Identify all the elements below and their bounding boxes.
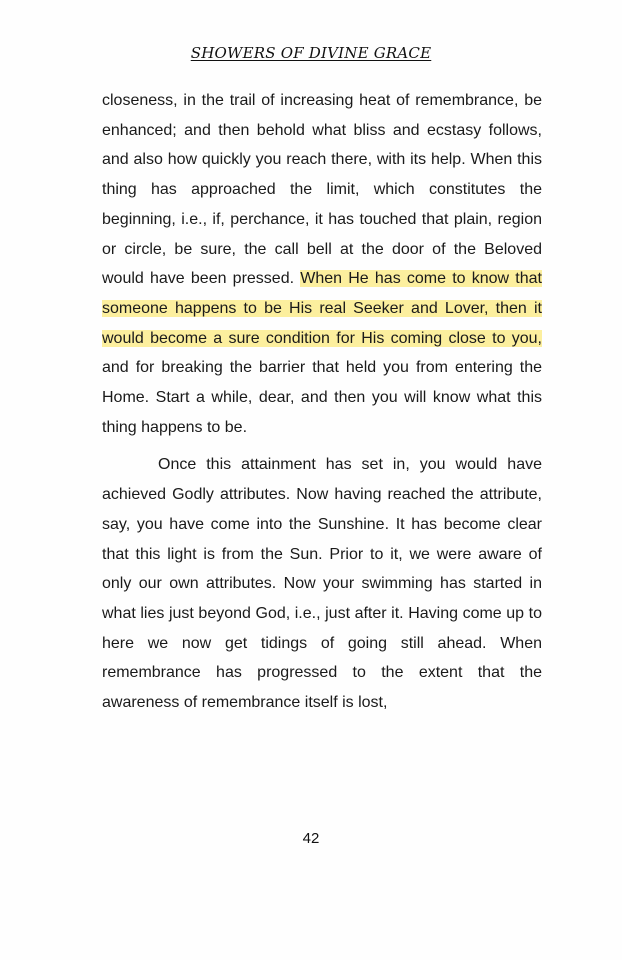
- body-text: [102, 86, 542, 718]
- highlighted-passage: When He has come to know that someone happens to be His real Seeker and Lover, then it would become a sure condition for His coming close to you,: [102, 270, 542, 347]
- paragraph-2: Once this attainment has set in, you would have achieved Godly attributes. Now having reached the attribute, say, you have come into the Sunshine. It has become clear that this light is from the Sun. Prior to it, we were aware of only our own attributes. Now your swimming has started in what lies just beyond God, i.e., just after it. Having come up to here we now get tidings of going still ahead. When remembrance has progressed to the extent that the awareness of remembrance itself is lost,: [102, 456, 542, 712]
- page-number: 42: [302, 830, 320, 847]
- running-header-title: SHOWERS OF DIVINE GRACE: [190, 44, 432, 62]
- paragraph-1-text-end: and for breaking the barrier that held you from entering the Home. Start a while, dear, and then you will know what this thing happens to be.: [102, 359, 542, 436]
- paragraph-1-text-start: closeness, in the trail of increasing heat of remembrance, be enhanced; and then behold what bliss and ecstasy follows, and also how quickly you reach there, with its help. When this thing has approached the limit, which constitutes the beginning, i.e., if, perchance, it has touched that plain, region or circle, be sure, the call bell at the door of the Beloved would have been pressed.: [102, 92, 542, 288]
- paragraph-1: [102, 86, 542, 442]
